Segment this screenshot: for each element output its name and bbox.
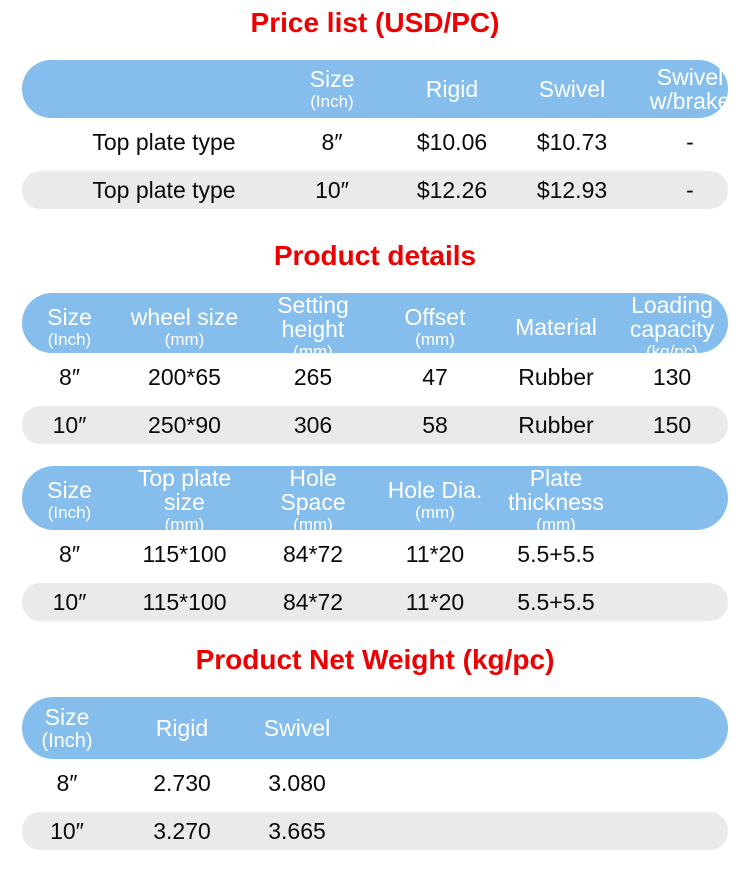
header-label: Material	[515, 314, 597, 340]
row-cell: $12.93	[536, 176, 608, 203]
header-label: Size	[44, 703, 90, 730]
header-sublabel: (mm)	[415, 330, 455, 349]
row-cell: 5.5+5.5	[517, 588, 595, 615]
header-label: Hole	[289, 465, 337, 491]
row-cell: 5.5+5.5	[517, 540, 595, 567]
header-label: Swivel	[263, 715, 331, 741]
row-cell: $10.73	[536, 128, 608, 155]
weight-table	[22, 697, 728, 850]
details-main-table	[22, 293, 728, 444]
section-title: Product Net Weight (kg/pc)	[195, 644, 555, 675]
row-cell: 8″	[321, 128, 343, 155]
row-cell: 250*90	[148, 411, 221, 438]
net-weight-section	[22, 645, 728, 850]
table-header	[22, 60, 731, 118]
price-table	[22, 60, 731, 209]
row-cell: 150	[652, 411, 692, 438]
row-cell: -	[686, 176, 694, 203]
header-label: Loading	[631, 292, 713, 318]
row-cell: 3.665	[268, 817, 326, 844]
header-label: Rigid	[425, 76, 479, 102]
header-cell	[117, 305, 252, 349]
table-row	[22, 406, 728, 444]
row-cell: 130	[652, 363, 692, 390]
header-cell	[496, 315, 616, 339]
row-cell: 8″	[56, 769, 78, 796]
header-sublabel: (kg/pc)	[646, 342, 698, 361]
header-sublabel: (mm)	[415, 503, 455, 522]
row-cell: 3.270	[153, 817, 211, 844]
header-cell	[22, 705, 112, 752]
header-cell	[117, 466, 252, 534]
table-header	[22, 697, 728, 759]
header-sublabel: (Inch)	[47, 503, 92, 522]
table-row	[22, 812, 728, 850]
row-cell: 8″	[59, 540, 80, 567]
header-label: Offset	[404, 304, 466, 330]
row-cell: 11*20	[405, 540, 465, 567]
header-sublabel: (mm)	[293, 342, 333, 361]
row-cell: Top plate type	[92, 128, 236, 155]
header-cell	[496, 466, 616, 534]
header-label: wheel size	[130, 304, 239, 330]
header-sublabel: (Inch)	[41, 729, 93, 752]
header-label: Hole Dia.	[387, 477, 483, 503]
row-cell: 47	[422, 363, 448, 390]
header-label: capacity	[629, 316, 715, 342]
row-cell: 3.080	[268, 769, 326, 796]
row-cell: Top plate type	[92, 176, 236, 203]
header-cell	[252, 466, 374, 534]
table-header	[22, 292, 728, 361]
row-cell: 115*100	[142, 540, 227, 567]
header-label: Size	[47, 477, 92, 503]
row-cell: 58	[422, 411, 448, 438]
row-cell: 8″	[59, 363, 80, 390]
header-cell	[252, 293, 374, 361]
header-sublabel: (mm)	[536, 515, 576, 534]
header-cell	[272, 67, 392, 111]
row-cell: 84*72	[282, 588, 344, 615]
row-cell: $10.06	[416, 128, 488, 155]
row-cell: 115*100	[142, 588, 227, 615]
header-label: Setting	[277, 292, 349, 318]
row-cell: Rubber	[518, 363, 594, 390]
header-sublabel: (mm)	[164, 515, 205, 534]
row-cell: -	[686, 128, 694, 155]
section-title: Price list (USD/PC)	[250, 7, 500, 38]
header-label: Rigid	[155, 715, 209, 741]
row-cell: 10″	[50, 817, 84, 844]
header-sublabel: (Inch)	[310, 92, 354, 111]
header-cell	[512, 77, 632, 101]
table-row	[22, 583, 728, 621]
header-cell	[22, 305, 117, 349]
header-label: w/brake	[649, 88, 731, 114]
header-label: Swivel	[656, 64, 724, 90]
row-cell: 84*72	[282, 540, 344, 567]
header-sublabel: (Inch)	[47, 330, 92, 349]
header-sublabel: (mm)	[293, 515, 333, 534]
table-row	[22, 118, 728, 166]
row-cell: 200*65	[148, 363, 221, 390]
row-cell: $12.26	[416, 176, 488, 203]
header-cell	[392, 77, 512, 101]
table-row	[22, 759, 728, 807]
header-cell	[374, 478, 496, 522]
header-cell	[22, 478, 117, 522]
row-cell: 10″	[52, 588, 87, 615]
header-label: Space	[280, 489, 346, 515]
header-label: Swivel	[538, 76, 606, 102]
table-header	[22, 465, 728, 534]
row-cell: 2.730	[153, 769, 211, 796]
price-list-section	[22, 7, 731, 209]
row-cell: Rubber	[518, 411, 594, 438]
row-cell: 11*20	[405, 588, 465, 615]
header-cell	[252, 716, 342, 740]
row-cell: 306	[293, 411, 333, 438]
header-cell	[616, 293, 728, 361]
header-label: thickness	[508, 489, 604, 515]
header-cell	[632, 64, 731, 114]
header-cell	[374, 305, 496, 349]
header-label: Plate	[529, 465, 583, 491]
table-row	[22, 171, 728, 209]
row-cell: 265	[293, 363, 333, 390]
row-cell: 10″	[52, 411, 87, 438]
product-details-section	[22, 241, 728, 621]
header-label: size	[164, 489, 205, 515]
header-label: height	[281, 316, 345, 342]
header-label: Size	[309, 66, 355, 92]
row-cell: 10″	[315, 176, 349, 203]
section-title: Product details	[273, 240, 477, 271]
header-cell	[112, 716, 252, 740]
header-label: Top plate	[137, 465, 232, 491]
header-sublabel: (mm)	[164, 330, 205, 349]
details-plate-table	[22, 466, 728, 621]
table-row	[22, 530, 728, 578]
header-label: Size	[47, 304, 92, 330]
